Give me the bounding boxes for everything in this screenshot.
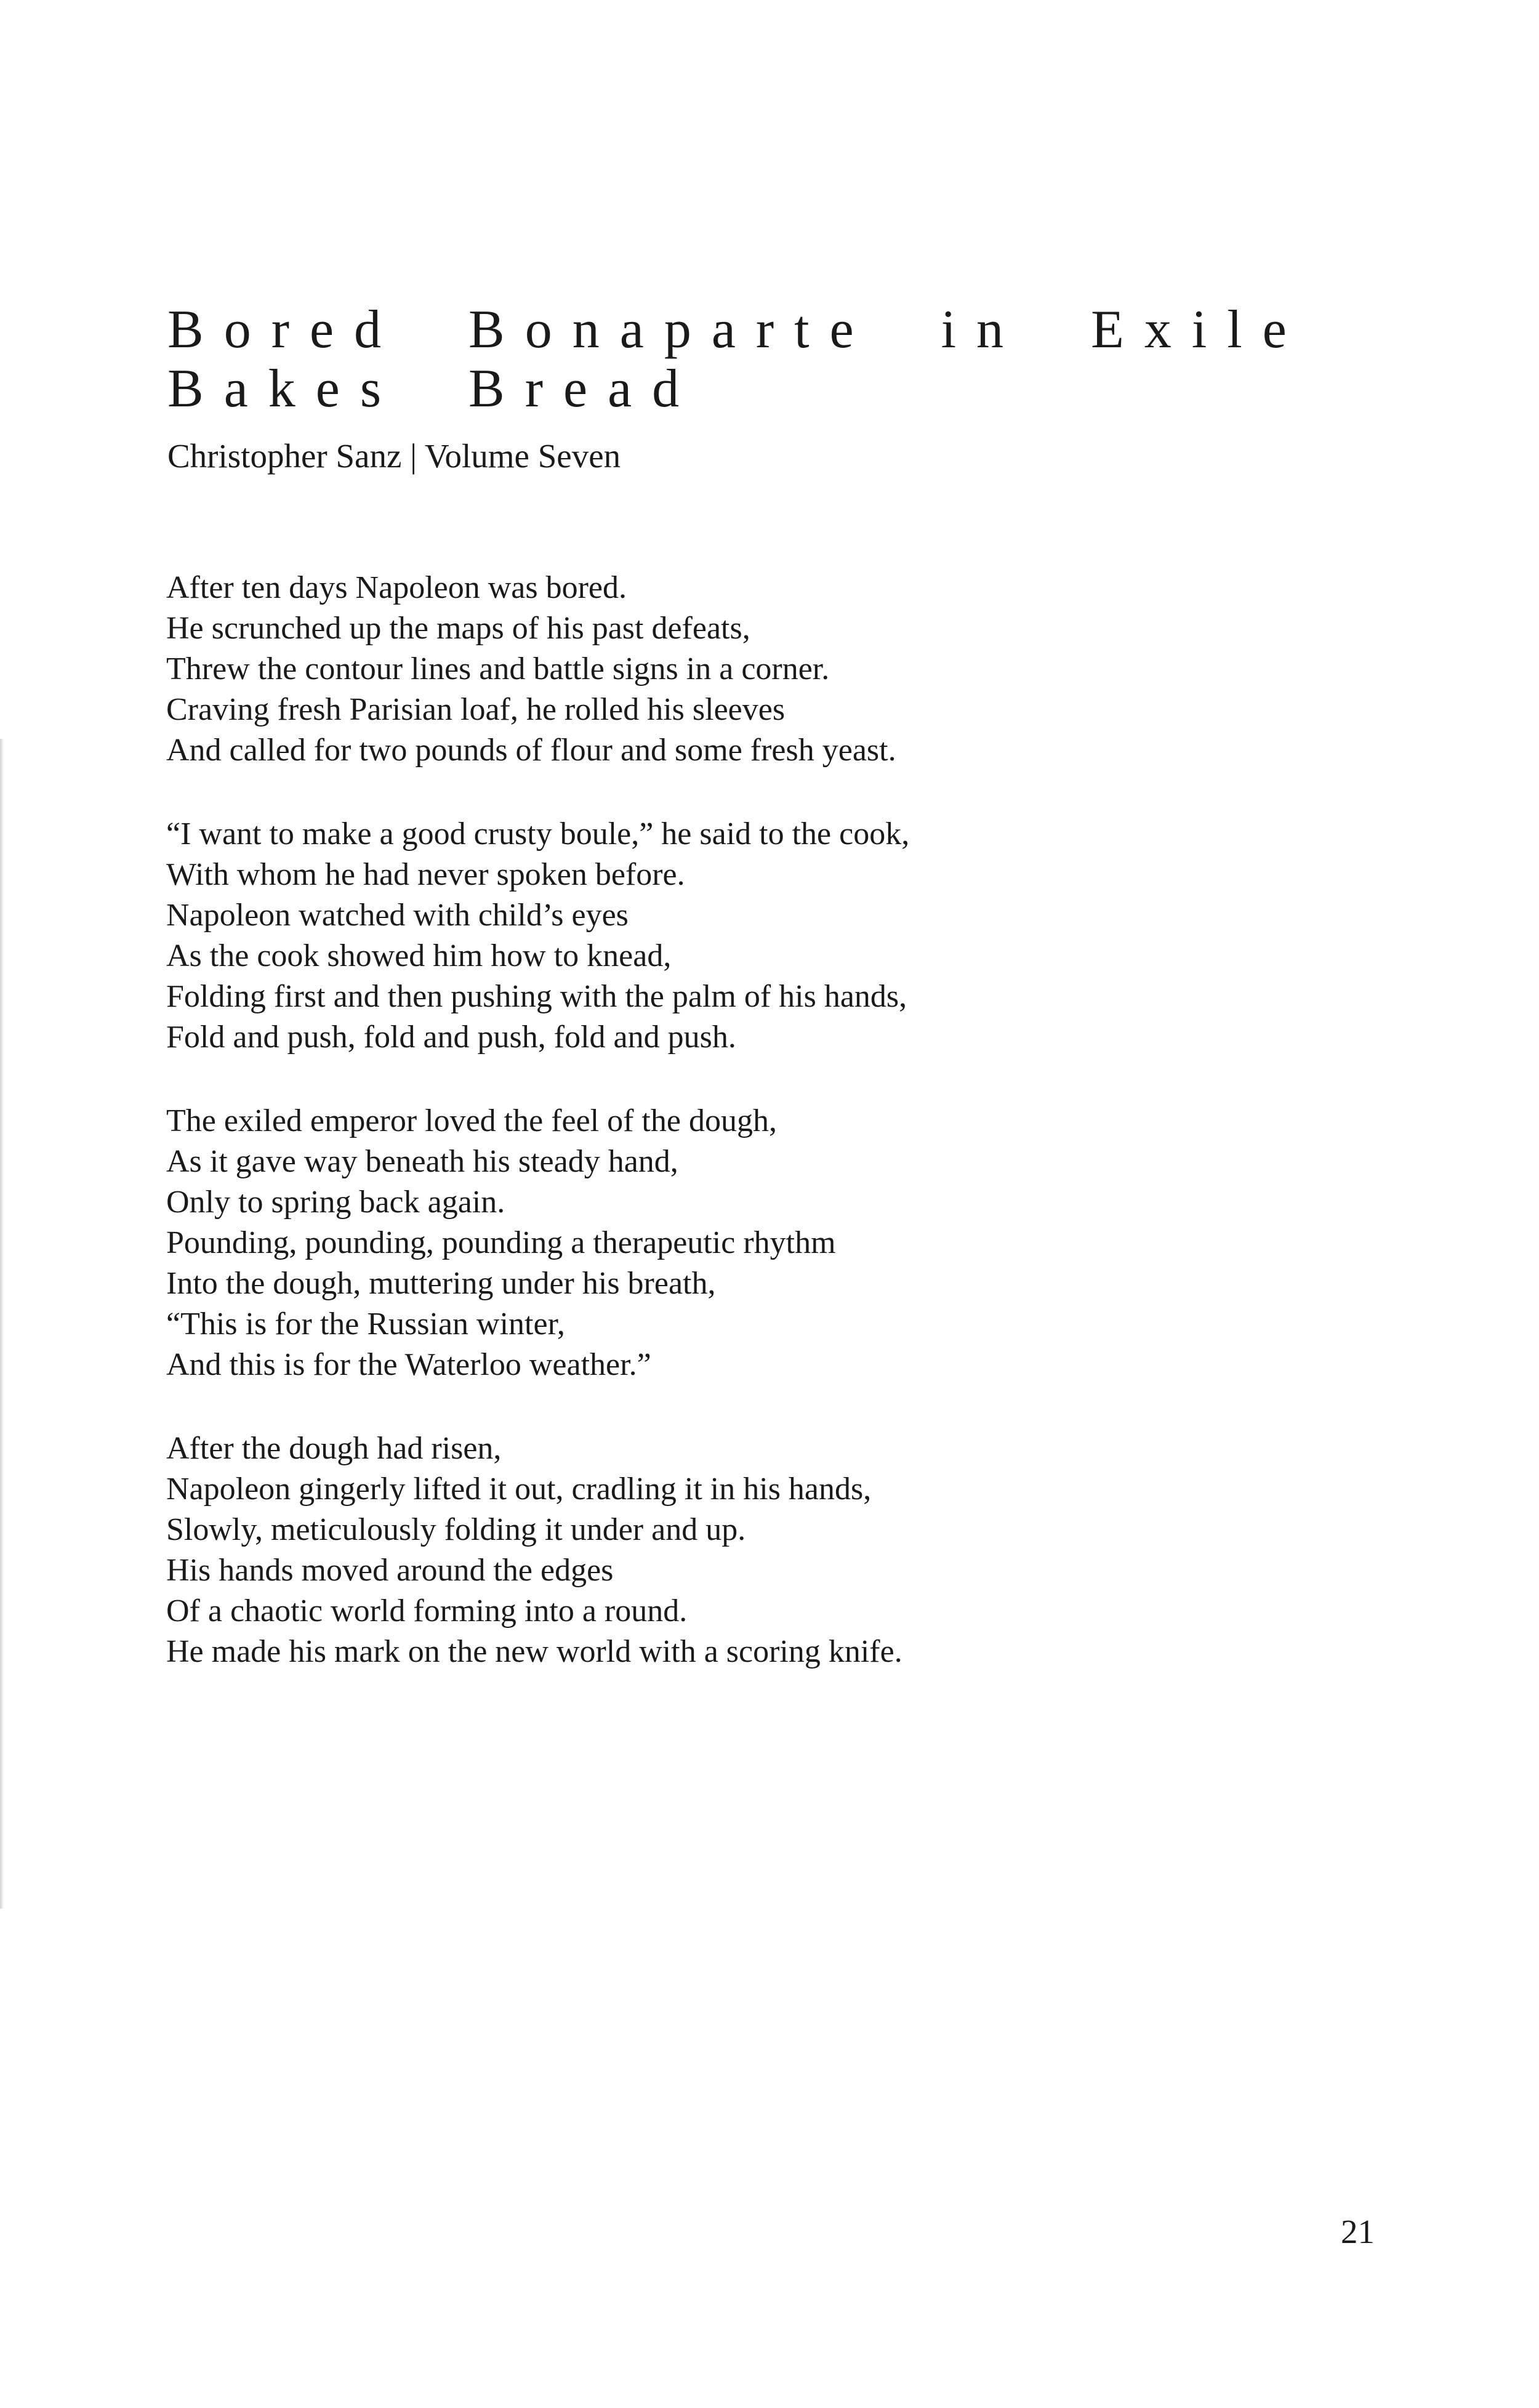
poem-title [167, 300, 1307, 419]
poem-line: “I want to make a good crusty boule,” he said to the cook, [166, 816, 910, 852]
poem-line: Pounding, pounding, pounding a therapeutic rhythm [166, 1225, 836, 1260]
stanza-4 [166, 1428, 909, 1672]
poem-line: His hands moved around the edges [166, 1553, 614, 1588]
page-number: 21 [1341, 2213, 1375, 2250]
poem-line: He scrunched up the maps of his past defeats, [166, 611, 750, 646]
poem-line: Napoleon watched with child’s eyes [166, 898, 629, 933]
title-line-2: Bakes Bread [167, 359, 700, 419]
poem-line: Craving fresh Parisian loaf, he rolled his sleeves [166, 692, 786, 727]
author-byline: Christopher Sanz | Volume Seven [167, 437, 621, 475]
poem-body [166, 568, 909, 1715]
poem-line: After the dough had risen, [166, 1431, 502, 1466]
poem-line: Threw the contour lines and battle signs in a corner. [166, 651, 830, 687]
poem-line: As it gave way beneath his steady hand, [166, 1144, 678, 1179]
poem-line: Only to spring back again. [166, 1185, 505, 1220]
poem-line: Fold and push, fold and push, fold and push. [166, 1020, 736, 1055]
poem-line: And called for two pounds of flour and some fresh yeast. [166, 733, 896, 768]
poem-line: Slowly, meticulously folding it under and up. [166, 1512, 746, 1547]
title-line-1: Bored Bonaparte in Exile [167, 300, 1307, 360]
poem-line: Into the dough, muttering under his breath, [166, 1266, 716, 1301]
stanza-3 [166, 1101, 909, 1385]
poem-line: After ten days Napoleon was bored. [166, 570, 627, 605]
poem-line: And this is for the Waterloo weather.” [166, 1347, 651, 1382]
poem-line: The exiled emperor loved the feel of the dough, [166, 1103, 777, 1138]
poem-line: As the cook showed him how to knead, [166, 938, 672, 973]
poem-line: Napoleon gingerly lifted it out, cradling it in his hands, [166, 1472, 872, 1507]
stanza-2 [166, 814, 909, 1058]
stanza-1 [166, 568, 909, 771]
poem-line: With whom he had never spoken before. [166, 857, 685, 892]
scan-shadow-edge [0, 739, 4, 1909]
poem-line: He made his mark on the new world with a scoring knife. [166, 1634, 902, 1669]
poem-line: “This is for the Russian winter, [166, 1307, 565, 1342]
poem-line: Folding first and then pushing with the palm of his hands, [166, 979, 907, 1014]
poem-line: Of a chaotic world forming into a round. [166, 1593, 688, 1629]
